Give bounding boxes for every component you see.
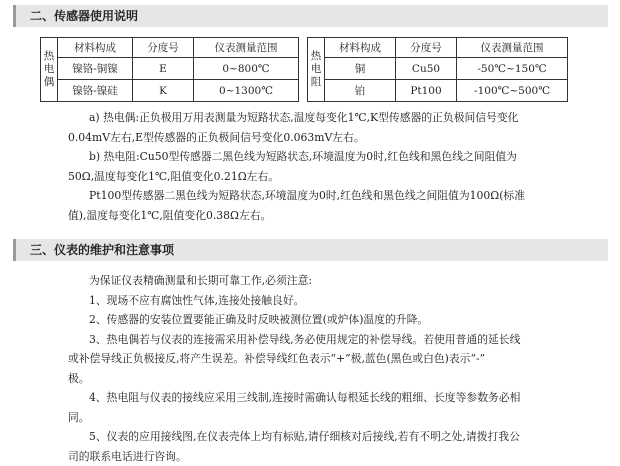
paragraph-line: a) 热电偶:正负极用万用表测量为短路状态,温度每变化1℃,K型传感器的正负极间信号变化 bbox=[68, 108, 598, 128]
note-item-3-cont: 极。 bbox=[68, 369, 598, 389]
section-header-sensor-usage: 二、传感器使用说明 bbox=[13, 5, 608, 27]
thermocouple-table bbox=[40, 37, 299, 102]
header-material: 材料构成 bbox=[325, 38, 396, 58]
note-item-4: 4、热电阻与仪表的接线应采用三线制,连接时需确认每根延长线的粗细、长度等参数务必相 bbox=[68, 388, 598, 408]
note-item-3: 3、热电偶若与仪表的连接需采用补偿导线,务必使用规定的补偿导线。若使用普通的延长线 bbox=[68, 330, 598, 350]
note-item-5: 5、仪表的应用接线图,在仪表壳体上均有标贴,请仔细核对后接线,若有不明之处,请拨打我公 bbox=[68, 427, 598, 447]
rtd-cu50-note bbox=[68, 147, 598, 186]
header-graduation: 分度号 bbox=[133, 38, 194, 58]
note-item-3-cont: 或补偿导线正负极接反,将产生误差。补偿导线红色表示“+”极,蓝色(黑色或白色)表示“-” bbox=[68, 349, 598, 369]
table-row bbox=[41, 58, 299, 80]
note-item-2: 2、传感器的安装位置要能正确及时反映被测位置(或炉体)温度的升降。 bbox=[68, 310, 598, 330]
table-row bbox=[308, 58, 568, 80]
note-item-5-cont: 司的联系电话进行咨询。 bbox=[68, 447, 598, 466]
header-range: 仪表测量范围 bbox=[457, 38, 568, 58]
header-graduation: 分度号 bbox=[396, 38, 457, 58]
rtd-table bbox=[307, 37, 568, 102]
range-cell: -50℃~150℃ bbox=[457, 58, 568, 80]
maintenance-notes bbox=[68, 271, 598, 466]
table-header-row bbox=[41, 38, 299, 58]
material-cell: 铂 bbox=[325, 80, 396, 102]
paragraph-line: b) 热电阻:Cu50型传感器二黑色线为短路状态,环境温度为0时,红色线和黑色线之间阻值为 bbox=[68, 147, 598, 167]
table-row bbox=[41, 80, 299, 102]
table-row bbox=[308, 80, 568, 102]
graduation-cell: K bbox=[133, 80, 194, 102]
paragraph-line: Pt100型传感器二黑色线为短路状态,环境温度为0时,红色线和黑色线之间阻值为100Ω(标准 bbox=[68, 186, 598, 206]
paragraph-line: 50Ω,温度每变化1℃,阻值变化0.21Ω左右。 bbox=[68, 167, 598, 187]
intro-line: 为保证仪表精确测量和长期可靠工作,必须注意: bbox=[68, 271, 598, 291]
range-cell: -100℃~500℃ bbox=[457, 80, 568, 102]
paragraph-line: 值),温度每变化1℃,阻值变化0.38Ω左右。 bbox=[68, 206, 598, 226]
thermocouple-group-label: 热电偶 bbox=[41, 38, 58, 102]
material-cell: 镍铬-铜镍 bbox=[58, 58, 133, 80]
table-header-row bbox=[308, 38, 568, 58]
range-cell: 0~1300℃ bbox=[194, 80, 299, 102]
range-cell: 0~800℃ bbox=[194, 58, 299, 80]
material-cell: 铜 bbox=[325, 58, 396, 80]
graduation-cell: Cu50 bbox=[396, 58, 457, 80]
header-range: 仪表测量范围 bbox=[194, 38, 299, 58]
paragraph-line: 0.04mV左右,E型传感器的正负极间信号变化0.063mV左右。 bbox=[68, 128, 598, 148]
graduation-cell: Pt100 bbox=[396, 80, 457, 102]
rtd-pt100-note bbox=[68, 186, 598, 225]
section-header-maintenance: 三、仪表的维护和注意事项 bbox=[13, 239, 608, 261]
note-item-4-cont: 同。 bbox=[68, 408, 598, 428]
header-material: 材料构成 bbox=[58, 38, 133, 58]
thermocouple-note bbox=[68, 108, 598, 147]
note-item-1: 1、现场不应有腐蚀性气体,连接处接触良好。 bbox=[68, 291, 598, 311]
material-cell: 镍铬-镍硅 bbox=[58, 80, 133, 102]
graduation-cell: E bbox=[133, 58, 194, 80]
rtd-group-label: 热电阻 bbox=[308, 38, 325, 102]
